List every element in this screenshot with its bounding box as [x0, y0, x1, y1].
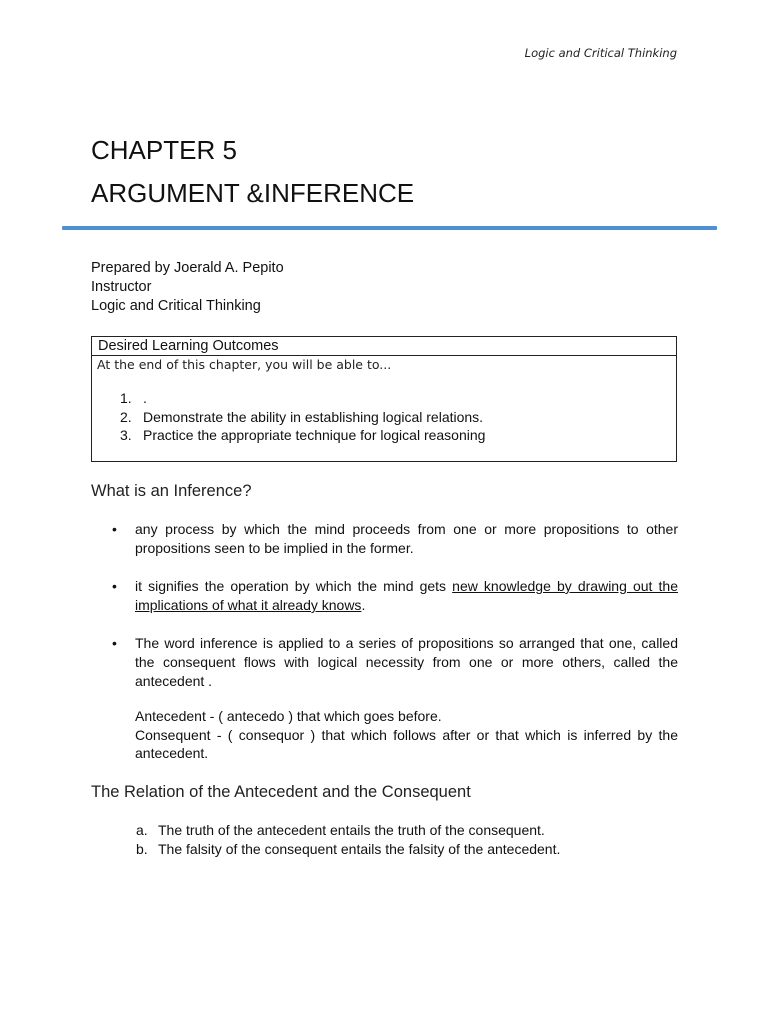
bullet-text: any process by which the mind proceeds from one or more propositions to other propositions seen to be implied in the former.: [135, 521, 678, 556]
relation-letter: b.: [136, 841, 148, 857]
outcome-number: 3.: [120, 427, 132, 443]
relation-text: The truth of the antecedent entails the truth of the consequent.: [158, 822, 545, 838]
bullet-item: [91, 634, 678, 691]
learning-outcomes-heading: Desired Learning Outcomes: [92, 337, 676, 356]
inference-bullet-list: [91, 520, 678, 710]
outcome-text: Practice the appropriate technique for logical reasoning: [143, 427, 486, 443]
course-name: Logic and Critical Thinking: [91, 298, 261, 314]
relation-item: [91, 840, 560, 859]
bullet-text-tail: .: [361, 597, 366, 613]
bullet-text-underlined: new knowledge by drawing out the implications of what it already knows: [135, 578, 678, 613]
author-role: Instructor: [91, 279, 152, 295]
inference-heading: What is an Inference?: [91, 482, 252, 500]
prepared-by: Prepared by Joerald A. Pepito: [91, 260, 284, 276]
outcome-text: .: [143, 390, 147, 406]
chapter-number: CHAPTER 5: [91, 135, 237, 165]
relation-item: [91, 821, 560, 840]
author-block: [91, 259, 284, 316]
relation-heading: The Relation of the Antecedent and the Consequent: [91, 783, 471, 801]
title-divider: [62, 226, 717, 230]
outcome-item: [92, 389, 676, 408]
relation-list: [91, 821, 560, 859]
outcome-number: 2.: [120, 408, 132, 425]
bullet-marker: •: [112, 578, 117, 594]
bullet-item: [91, 520, 678, 558]
outcome-item: [92, 408, 676, 427]
definitions-block: [135, 707, 678, 763]
running-header: Logic and Critical Thinking: [524, 46, 677, 60]
chapter-title: ARGUMENT &INFERENCE: [91, 178, 415, 208]
learning-outcomes-intro: At the end of this chapter, you will be able to...: [97, 357, 392, 372]
relation-letter: a.: [136, 822, 148, 838]
antecedent-definition: Antecedent - ( antecedo ) that which goes before.: [135, 708, 442, 724]
learning-outcomes-box: [91, 336, 677, 462]
outcome-text: Demonstrate the ability in establishing logical relations.: [143, 408, 484, 425]
relation-text: The falsity of the consequent entails the falsity of the antecedent.: [158, 841, 561, 857]
bullet-text: The word inference is applied to a series of propositions so arranged that one, called the consequent flows with logical necessity from one or more others, called the antecedent .: [135, 635, 678, 689]
bullet-marker: •: [112, 521, 117, 537]
outcome-number: 1.: [120, 390, 132, 406]
outcome-item: [92, 426, 676, 445]
learning-outcomes-list: [92, 389, 676, 445]
bullet-item: [91, 577, 678, 615]
bullet-marker: •: [112, 635, 117, 651]
consequent-definition: Consequent - ( consequor ) that which follows after or that which is inferred by the antecedent.: [135, 726, 678, 761]
bullet-text-lead: it signifies the operation by which the mind gets: [135, 578, 453, 594]
